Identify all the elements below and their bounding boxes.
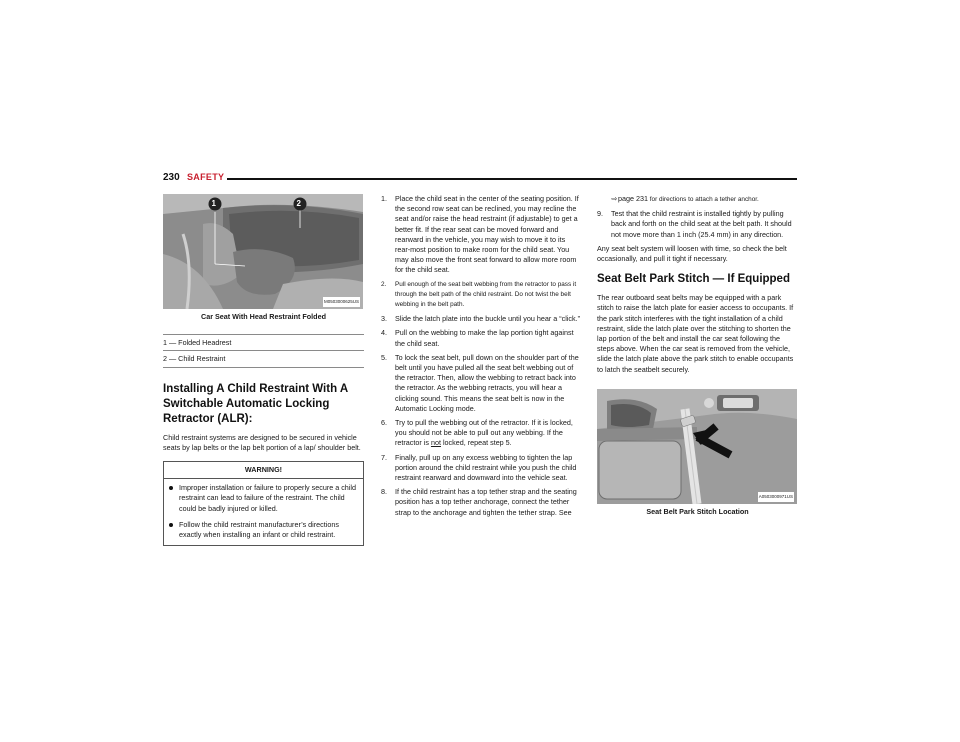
step-number: 3. <box>381 314 387 324</box>
step-number: 9. <box>597 209 603 219</box>
figure-caption: Seat Belt Park Stitch Location <box>646 506 749 516</box>
legend-item: 2 — Child Restraint <box>163 351 364 367</box>
step-number: 7. <box>381 452 387 462</box>
bullet-icon <box>169 486 173 490</box>
callout-2: 2 <box>296 199 301 208</box>
step-text: To lock the seat belt, pull down on the shoulder part of the belt until you have pulled all the seat belt webbing out of the retractor. Then, allow the webbing to retract back into the retractor. As the webbing retracts, you will hear a clicking sound. This means the seat belt is now in the Automatic Locking mode. <box>395 352 579 413</box>
page-number: 230 <box>163 172 180 183</box>
column-right <box>597 194 798 517</box>
step-item <box>381 453 582 484</box>
step-item <box>381 194 582 276</box>
warning-list <box>164 479 363 545</box>
step-text: Slide the latch plate into the buckle until you hear a “click.” <box>395 314 580 324</box>
page-header <box>163 172 797 184</box>
step-item <box>381 280 582 311</box>
park-stitch-paragraph: The rear outboard seat belts may be equipped with a park stitch to raise the latch plate for easier access to occupants. If the park stitch interferes with the tight installation of a child restraint, slide the latch plate over the stitching to shorten the lap portion of the belt and install the car seat following the steps above. When the car seat is removed from the vehicle, slide the latch plate above the park stitch to enable occupants to latch the seatbelt securely. <box>597 293 794 374</box>
warning-item <box>168 520 357 540</box>
car-seat-figure <box>163 194 363 309</box>
park-stitch-figure <box>597 389 797 504</box>
figure-code: M0503000625US <box>323 297 360 307</box>
step-number: 4. <box>381 328 387 338</box>
after-steps-paragraph: Any seat belt system will loosen with time, so check the belt occasionally, and pull it tight if necessary. <box>597 243 787 264</box>
step-text: If the child restraint has a top tether strap and the seating position has a top tether anchorage, connect the tether strap to the anchorage and tighten the tether strap. See <box>395 487 577 517</box>
callout-1: 1 <box>211 199 216 208</box>
step-text: Pull enough of the seat belt webbing from the retractor to pass it through the belt path of the child restraint. Do not twist the belt webbing in the belt path. <box>395 280 577 309</box>
step-text: Pull on the webbing to make the lap portion tight against the child seat. <box>395 328 574 348</box>
step-item <box>381 353 582 414</box>
car-seat-illustration <box>163 194 363 309</box>
warning-text: Follow the child restraint manufacturer’s directions exactly when installing an infant or child restraint. <box>179 519 339 540</box>
step-text: Place the child seat in the center of the seating position. If the second row seat can be reclined, you may recline the seat and/or raise the head restraint (if adjustable) to get a better fit. If the rear seat can be moved forward and rearward in the vehicle, you may wish to move it to its rear-most position to make room for the child seat. You may also move the front seat forward to allow more room for the child seat. <box>395 194 579 275</box>
step-item <box>381 418 582 449</box>
step-number: 8. <box>381 487 387 497</box>
column-left <box>163 194 364 546</box>
step-text: Try to pull the webbing out of the retractor. If it is locked, you should not be able to pull out any webbing. If the retractor is not locked, repeat step 5. <box>395 418 573 448</box>
steps-list <box>381 194 582 518</box>
section-heading: Seat Belt Park Stitch — If Equipped <box>597 273 790 286</box>
header-rule <box>227 178 797 180</box>
warning-item <box>168 483 357 514</box>
step-text: Finally, pull up on any excess webbing to tighten the lap portion around the child restraint while you push the child restraint rearward and downward into the vehicle seat. <box>395 452 577 483</box>
step-number: 5. <box>381 352 387 362</box>
figure-legend <box>163 334 364 367</box>
step-number: 2. <box>381 280 387 288</box>
step-item <box>597 209 798 240</box>
step-text: Test that the child restraint is installed tightly by pulling back and forth on the child seat at the belt path. It should not move more than 1 inch (25.4 mm) in any direction. <box>611 209 792 239</box>
bullet-icon <box>169 523 173 527</box>
section-heading: Installing A Child Restraint With A Switchable Automatic Locking Retractor (ALR): <box>163 382 348 425</box>
legend-item: 1 — Folded Headrest <box>163 335 364 351</box>
step-continuation <box>597 194 798 205</box>
figure-caption: Car Seat With Head Restraint Folded <box>201 312 326 321</box>
section-title: SAFETY <box>187 172 225 182</box>
warning-title: WARNING! <box>164 462 363 479</box>
step-item <box>381 487 582 518</box>
step-text: for directions to attach a tether anchor. <box>647 196 759 203</box>
step-item <box>381 314 582 324</box>
warning-box <box>163 461 364 546</box>
page-reference-link[interactable]: ⇨page 231 <box>611 194 648 203</box>
step-number: 6. <box>381 418 387 428</box>
column-middle <box>381 194 582 522</box>
figure-code: A0503000971US <box>758 492 794 502</box>
park-stitch-illustration <box>597 389 797 504</box>
warning-text: Improper installation or failure to properly secure a child restraint can lead to failure of the restraint. The child could be badly injured or killed. <box>179 483 356 513</box>
step-number: 1. <box>381 194 387 203</box>
step-item <box>381 328 582 348</box>
intro-paragraph: Child restraint systems are designed to be secured in vehicle seats by lap belts or the lap belt portion of a lap/ shoulder belt. <box>163 432 361 452</box>
page-arrow-icon: ⇨ <box>611 194 618 203</box>
